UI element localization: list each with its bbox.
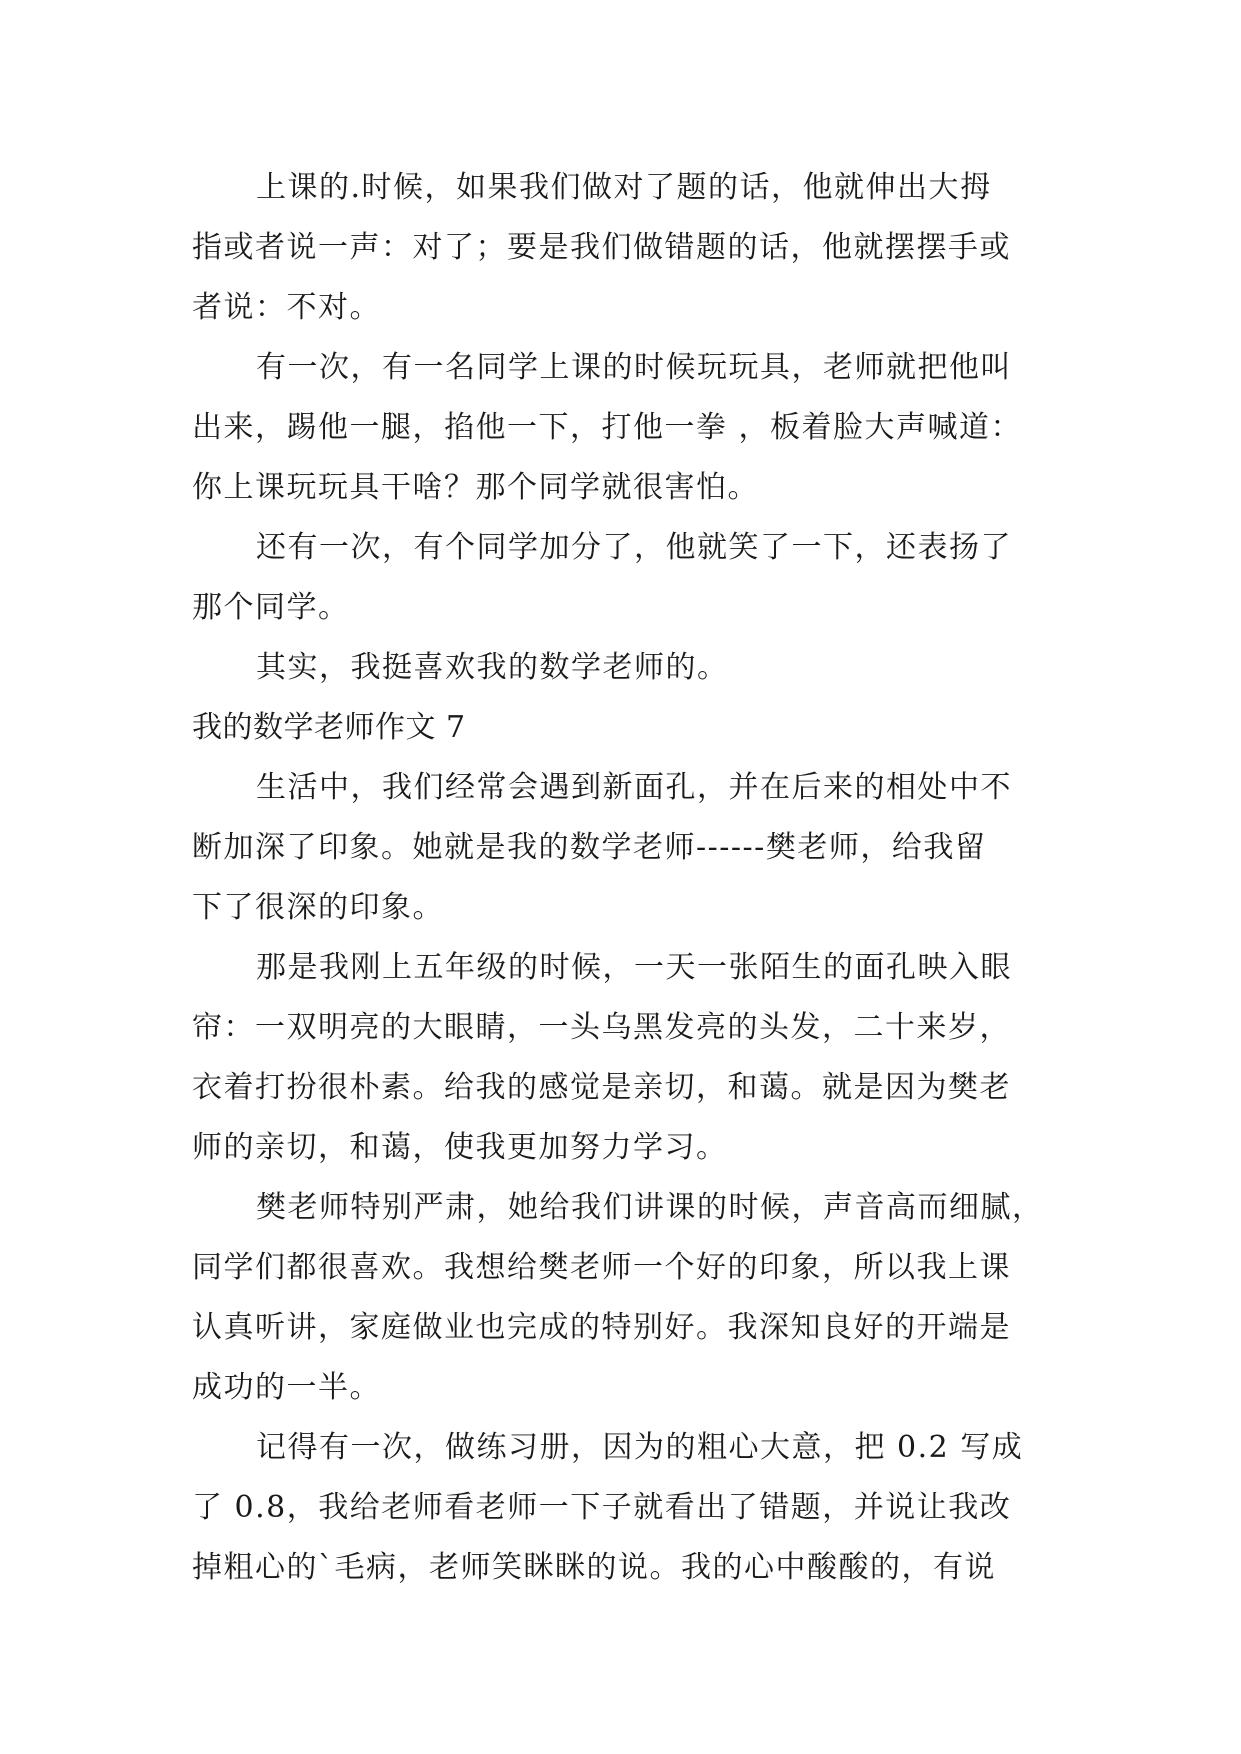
text-line: 其实，我挺喜欢我的数学老师的。 xyxy=(256,650,729,685)
paragraph xyxy=(192,158,1052,338)
text-line: 你上课玩玩具干啥？那个同学就很害怕。 xyxy=(192,470,759,505)
text-line: 记得有一次，做练习册，因为的粗心大意，把 0.2 写成 xyxy=(256,1430,1024,1465)
text-line: 有一次，有一名同学上课的时候玩玩具，老师就把他叫 xyxy=(256,350,1012,385)
text-line: 下了很深的印象。 xyxy=(192,890,444,925)
text-line: 指或者说一声：对了；要是我们做错题的话，他就摆摆手或 xyxy=(192,230,1011,265)
text-line: 师的亲切，和蔼，使我更加努力学习。 xyxy=(192,1130,728,1165)
paragraph xyxy=(192,518,1052,638)
document-body xyxy=(192,158,1052,1598)
text-line: 上课的.时候，如果我们做对了题的话，他就伸出大拇 xyxy=(256,170,992,205)
text-line: 者说：不对。 xyxy=(192,290,381,325)
paragraph xyxy=(192,1418,1052,1598)
text-line: 还有一次，有个同学加分了，他就笑了一下，还表扬了 xyxy=(256,530,1012,565)
heading-text: 我的数学老师作文 7 xyxy=(192,710,466,745)
paragraph xyxy=(192,938,1052,1178)
text-line: 帘：一双明亮的大眼睛，一头乌黑发亮的头发，二十来岁， xyxy=(192,1010,1011,1045)
text-line: 成功的一半。 xyxy=(192,1370,381,1405)
section-heading xyxy=(192,698,1052,758)
text-line: 断加深了印象。她就是我的数学老师------樊老师，给我留 xyxy=(192,830,987,865)
text-line: 那是我刚上五年级的时候，一天一张陌生的面孔映入眼 xyxy=(256,950,1012,985)
text-line: 掉粗心的`毛病，老师笑眯眯的说。我的心中酸酸的，有说 xyxy=(192,1550,996,1585)
text-line: 樊老师特别严肃，她给我们讲课的时候，声音高而细腻， xyxy=(256,1190,1044,1225)
paragraph xyxy=(192,338,1052,518)
paragraph xyxy=(192,758,1052,938)
text-line: 了 0.8，我给老师看老师一下子就看出了错题，并说让我改 xyxy=(192,1490,1012,1525)
text-line: 认真听讲，家庭做业也完成的特别好。我深知良好的开端是 xyxy=(192,1310,1011,1345)
paragraph xyxy=(192,638,1052,698)
text-line: 同学们都很喜欢。我想给樊老师一个好的印象，所以我上课 xyxy=(192,1250,1011,1285)
text-line: 衣着打扮很朴素。给我的感觉是亲切，和蔼。就是因为樊老 xyxy=(192,1070,1011,1105)
paragraph xyxy=(192,1178,1052,1418)
text-line: 出来，踢他一腿，掐他一下，打他一拳 ，板着脸大声喊道： xyxy=(192,410,1023,445)
text-line: 那个同学。 xyxy=(192,590,350,625)
text-line: 生活中，我们经常会遇到新面孔，并在后来的相处中不 xyxy=(256,770,1012,805)
